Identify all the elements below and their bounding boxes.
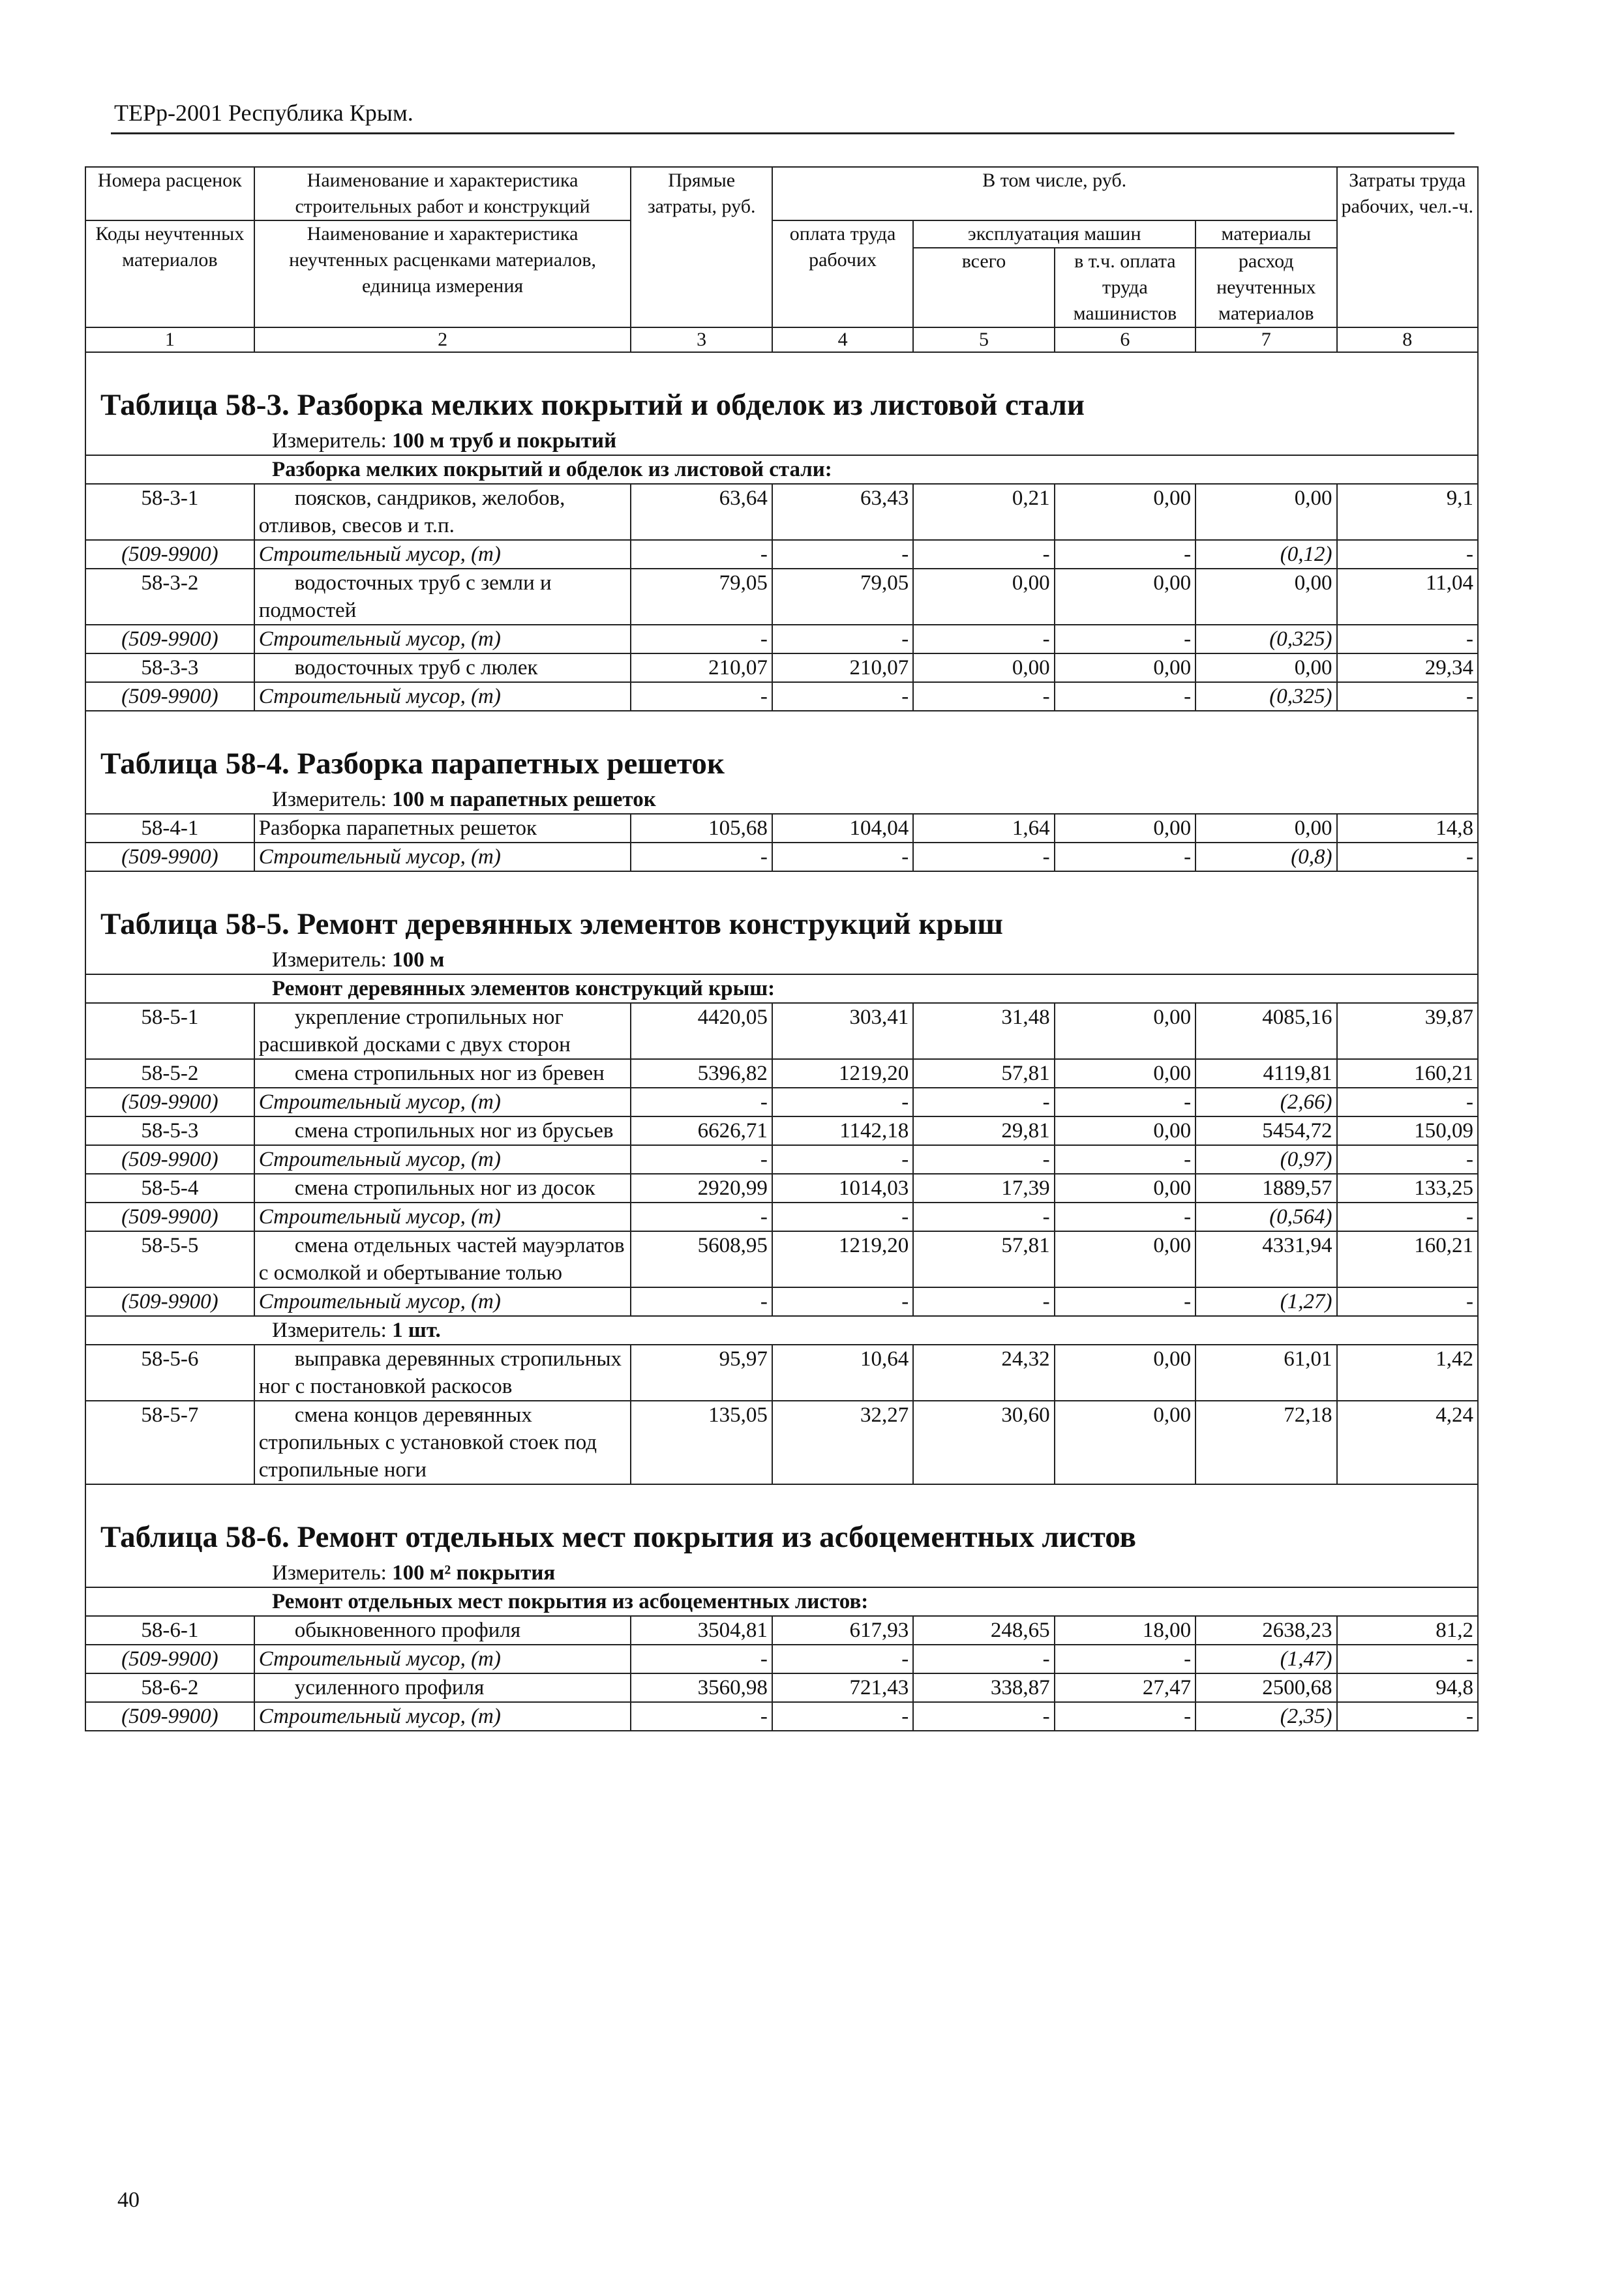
table-row [85,484,1478,540]
value-cell-c7: 2638,23 [1195,1616,1336,1645]
value-cell-c4: 303,41 [772,1003,913,1059]
header-machines: эксплуатация машин [913,220,1195,248]
header-col4: оплата труда рабочих [772,220,913,327]
unit-label: Измеритель: [272,429,387,453]
value-cell-c4: 10,64 [772,1345,913,1401]
dash-cell: - [772,540,913,569]
value-cell-c3: 95,97 [631,1345,772,1401]
value-cell-c4: 617,93 [772,1616,913,1645]
work-name: обыкновенного профиля [254,1616,631,1645]
material-code: (509-9900) [85,1203,254,1231]
section-title: Таблица 58-6. Ремонт отдельных мест покрытия из асбоцементных листов [85,1504,1478,1559]
material-qty: (0,12) [1195,540,1336,569]
value-cell-c7: 4085,16 [1195,1003,1336,1059]
dash-cell: - [631,540,772,569]
dash-cell: - [913,625,1054,653]
value-cell-c6: 0,00 [1055,1345,1195,1401]
dash-cell: - [631,843,772,871]
value-cell-c5: 24,32 [913,1345,1054,1401]
dash-cell: - [631,1287,772,1316]
value-cell-c5: 1,64 [913,814,1054,843]
rate-code: 58-3-2 [85,569,254,625]
material-code: (509-9900) [85,1145,254,1174]
value-cell-c5: 0,00 [913,653,1054,682]
value-cell-c7: 4331,94 [1195,1231,1336,1287]
material-qty: (2,66) [1195,1088,1336,1116]
dash-cell: - [1055,682,1195,711]
rate-code: 58-5-5 [85,1231,254,1287]
value-cell-c8: 94,8 [1337,1673,1478,1702]
dash-cell: - [1055,1203,1195,1231]
section-spacer [85,711,1478,731]
material-row [85,1702,1478,1731]
column-number: 6 [1055,327,1195,352]
document-title: ТЕРр-2001 Республика Крым. [114,100,414,126]
dash-cell: - [1055,1088,1195,1116]
unit-label: Измеритель: [272,788,387,811]
header-col1-top: Номера расценок [85,167,254,220]
material-name: Строительный мусор, (т) [254,1702,631,1731]
section-title: Таблица 58-3. Разборка мелких покрытий и обделок из листовой стали [85,372,1478,427]
header-col3: Прямые затраты, руб. [631,167,772,327]
dash-cell: - [1337,625,1478,653]
dash-cell: - [913,1645,1054,1673]
column-number: 4 [772,327,913,352]
rate-code: 58-5-6 [85,1345,254,1401]
material-name: Строительный мусор, (т) [254,1145,631,1174]
material-name: Строительный мусор, (т) [254,1088,631,1116]
material-row [85,1203,1478,1231]
value-cell-c6: 0,00 [1055,814,1195,843]
dash-cell: - [1337,1145,1478,1174]
value-cell-c8: 14,8 [1337,814,1478,843]
dash-cell: - [1055,1145,1195,1174]
material-code: (509-9900) [85,1702,254,1731]
value-cell-c3: 6626,71 [631,1116,772,1145]
material-qty: (0,8) [1195,843,1336,871]
value-cell-c7: 4119,81 [1195,1059,1336,1088]
column-number: 5 [913,327,1054,352]
value-cell-c5: 0,21 [913,484,1054,540]
header-col5: всего [913,248,1054,327]
material-code: (509-9900) [85,625,254,653]
dash-cell: - [913,1287,1054,1316]
header-col1-bottom: Коды неучтенных материалов [85,220,254,327]
value-cell-c6: 0,00 [1055,569,1195,625]
unit-value: 1 шт. [392,1319,441,1342]
value-cell-c6: 27,47 [1055,1673,1195,1702]
unit-line [85,1316,1478,1345]
table-row [85,1174,1478,1203]
dash-cell: - [631,625,772,653]
dash-cell: - [772,1088,913,1116]
header-col2-bottom: Наименование и характеристика неучтенных расценками материалов, единица измерения [254,220,631,327]
value-cell-c4: 210,07 [772,653,913,682]
work-name: укрепление стропильных ног расшивкой досками с двух сторон [254,1003,631,1059]
dash-cell: - [1337,843,1478,871]
value-cell-c5: 17,39 [913,1174,1054,1203]
section-spacer [85,352,1478,372]
material-row [85,1645,1478,1673]
value-cell-c5: 30,60 [913,1401,1054,1484]
dash-cell: - [913,843,1054,871]
dash-cell: - [772,1203,913,1231]
group-heading: Ремонт отдельных мест покрытия из асбоцементных листов: [85,1587,1478,1616]
value-cell-c8: 150,09 [1337,1116,1478,1145]
value-cell-c7: 61,01 [1195,1345,1336,1401]
dash-cell: - [772,1645,913,1673]
value-cell-c4: 104,04 [772,814,913,843]
value-cell-c3: 79,05 [631,569,772,625]
material-qty: (0,325) [1195,625,1336,653]
value-cell-c7: 72,18 [1195,1401,1336,1484]
dash-cell: - [772,1145,913,1174]
material-code: (509-9900) [85,1088,254,1116]
rate-code: 58-5-3 [85,1116,254,1145]
work-name: Разборка парапетных решеток [254,814,631,843]
material-code: (509-9900) [85,1645,254,1673]
table-row [85,1673,1478,1702]
value-cell-c7: 0,00 [1195,484,1336,540]
dash-cell: - [1055,540,1195,569]
value-cell-c6: 0,00 [1055,1174,1195,1203]
dash-cell: - [631,1203,772,1231]
header-materials: материалы [1195,220,1336,248]
value-cell-c8: 160,21 [1337,1059,1478,1088]
value-cell-c4: 32,27 [772,1401,913,1484]
value-cell-c7: 1889,57 [1195,1174,1336,1203]
unit-line [85,427,1478,455]
value-cell-c8: 1,42 [1337,1345,1478,1401]
value-cell-c5: 338,87 [913,1673,1054,1702]
table-row [85,1116,1478,1145]
unit-line [85,1559,1478,1587]
dash-cell: - [1337,540,1478,569]
dash-cell: - [772,1287,913,1316]
dash-cell: - [1055,1287,1195,1316]
value-cell-c4: 1219,20 [772,1231,913,1287]
section-spacer [85,871,1478,891]
value-cell-c7: 0,00 [1195,814,1336,843]
material-name: Строительный мусор, (т) [254,1203,631,1231]
material-row [85,1287,1478,1316]
value-cell-c8: 160,21 [1337,1231,1478,1287]
dash-cell: - [1055,843,1195,871]
value-cell-c8: 9,1 [1337,484,1478,540]
value-cell-c6: 0,00 [1055,1003,1195,1059]
material-qty: (0,564) [1195,1203,1336,1231]
rates-table [85,166,1479,1731]
work-name: смена стропильных ног из досок [254,1174,631,1203]
rate-code: 58-5-2 [85,1059,254,1088]
dash-cell: - [1337,1702,1478,1731]
material-name: Строительный мусор, (т) [254,1645,631,1673]
value-cell-c4: 721,43 [772,1673,913,1702]
header-col6: в т.ч. оплата труда машинистов [1055,248,1195,327]
value-cell-c3: 105,68 [631,814,772,843]
value-cell-c5: 29,81 [913,1116,1054,1145]
unit-label: Измеритель: [272,1561,387,1585]
section-title: Таблица 58-5. Ремонт деревянных элементов конструкций крыш [85,891,1478,946]
material-row [85,682,1478,711]
dash-cell: - [1055,1702,1195,1731]
value-cell-c4: 63,43 [772,484,913,540]
work-name: смена концов деревянных стропильных с установкой стоек под стропильные ноги [254,1401,631,1484]
dash-cell: - [772,625,913,653]
value-cell-c6: 0,00 [1055,653,1195,682]
unit-value: 100 м парапетных решеток [392,788,656,811]
table-row [85,1231,1478,1287]
material-code: (509-9900) [85,1287,254,1316]
dash-cell: - [913,682,1054,711]
work-name: смена стропильных ног из бревен [254,1059,631,1088]
value-cell-c3: 210,07 [631,653,772,682]
value-cell-c5: 57,81 [913,1231,1054,1287]
material-name: Строительный мусор, (т) [254,540,631,569]
rate-code: 58-6-2 [85,1673,254,1702]
dash-cell: - [913,1203,1054,1231]
value-cell-c3: 4420,05 [631,1003,772,1059]
group-heading: Ремонт деревянных элементов конструкций крыш: [85,974,1478,1003]
value-cell-c8: 11,04 [1337,569,1478,625]
material-code: (509-9900) [85,540,254,569]
header-col2-top: Наименование и характеристика строительных работ и конструкций [254,167,631,220]
value-cell-c6: 0,00 [1055,484,1195,540]
dash-cell: - [913,1145,1054,1174]
value-cell-c7: 0,00 [1195,653,1336,682]
group-heading: Разборка мелких покрытий и обделок из листовой стали: [85,455,1478,484]
table-row [85,1616,1478,1645]
dash-cell: - [1337,1088,1478,1116]
rate-code: 58-3-1 [85,484,254,540]
dash-cell: - [1337,1203,1478,1231]
value-cell-c8: 39,87 [1337,1003,1478,1059]
value-cell-c6: 18,00 [1055,1616,1195,1645]
dash-cell: - [772,682,913,711]
unit-line [85,786,1478,814]
dash-cell: - [1337,1645,1478,1673]
unit-label: Измеритель: [272,948,387,972]
dash-cell: - [631,1702,772,1731]
column-number: 1 [85,327,254,352]
unit-value: 100 м² покрытия [392,1561,556,1585]
work-name: смена отдельных частей мауэрлатов с осмолкой и обертывание толью [254,1231,631,1287]
unit-value: 100 м труб и покрытий [392,429,617,453]
material-code: (509-9900) [85,682,254,711]
value-cell-c4: 1014,03 [772,1174,913,1203]
column-number: 2 [254,327,631,352]
value-cell-c7: 2500,68 [1195,1673,1336,1702]
rate-code: 58-3-3 [85,653,254,682]
material-name: Строительный мусор, (т) [254,1287,631,1316]
value-cell-c4: 1219,20 [772,1059,913,1088]
material-row [85,625,1478,653]
dash-cell: - [631,1088,772,1116]
value-cell-c3: 2920,99 [631,1174,772,1203]
value-cell-c8: 29,34 [1337,653,1478,682]
dash-cell: - [631,1645,772,1673]
material-row [85,1088,1478,1116]
table-row [85,1401,1478,1484]
unit-value: 100 м [392,948,445,972]
value-cell-c6: 0,00 [1055,1231,1195,1287]
table-row [85,569,1478,625]
column-number: 8 [1337,327,1478,352]
dash-cell: - [772,1702,913,1731]
material-code: (509-9900) [85,843,254,871]
work-name: усиленного профиля [254,1673,631,1702]
dash-cell: - [631,682,772,711]
dash-cell: - [772,843,913,871]
work-name: водосточных труб с люлек [254,653,631,682]
dash-cell: - [913,540,1054,569]
work-name: смена стропильных ног из брусьев [254,1116,631,1145]
table-row [85,1345,1478,1401]
value-cell-c4: 1142,18 [772,1116,913,1145]
work-name: поясков, сандриков, желобов, отливов, свесов и т.п. [254,484,631,540]
header-incl: В том числе, руб. [772,167,1337,220]
page-number: 40 [117,2188,140,2212]
column-number: 3 [631,327,772,352]
material-qty: (0,97) [1195,1145,1336,1174]
value-cell-c8: 133,25 [1337,1174,1478,1203]
value-cell-c3: 5608,95 [631,1231,772,1287]
rate-code: 58-4-1 [85,814,254,843]
unit-line [85,946,1478,974]
section-spacer [85,1484,1478,1504]
work-name: выправка деревянных стропильных ног с постановкой раскосов [254,1345,631,1401]
value-cell-c5: 0,00 [913,569,1054,625]
section-title: Таблица 58-4. Разборка парапетных решеток [85,731,1478,786]
material-row [85,843,1478,871]
material-qty: (1,47) [1195,1645,1336,1673]
rate-code: 58-5-4 [85,1174,254,1203]
dash-cell: - [631,1145,772,1174]
table-row [85,653,1478,682]
work-name: водосточных труб с земли и подмостей [254,569,631,625]
table-row [85,1003,1478,1059]
value-cell-c3: 3560,98 [631,1673,772,1702]
material-name: Строительный мусор, (т) [254,682,631,711]
dash-cell: - [913,1088,1054,1116]
material-name: Строительный мусор, (т) [254,843,631,871]
header-rule [111,132,1454,134]
dash-cell: - [1337,1287,1478,1316]
value-cell-c3: 3504,81 [631,1616,772,1645]
material-row [85,1145,1478,1174]
value-cell-c6: 0,00 [1055,1116,1195,1145]
value-cell-c3: 63,64 [631,484,772,540]
dash-cell: - [913,1702,1054,1731]
dash-cell: - [1055,1645,1195,1673]
rate-code: 58-5-1 [85,1003,254,1059]
dash-cell: - [1055,625,1195,653]
header-col7: расход неучтенных материалов [1195,248,1336,327]
material-qty: (2,35) [1195,1702,1336,1731]
value-cell-c6: 0,00 [1055,1059,1195,1088]
value-cell-c3: 135,05 [631,1401,772,1484]
material-qty: (1,27) [1195,1287,1336,1316]
value-cell-c6: 0,00 [1055,1401,1195,1484]
table-row [85,1059,1478,1088]
value-cell-c5: 248,65 [913,1616,1054,1645]
value-cell-c8: 81,2 [1337,1616,1478,1645]
value-cell-c8: 4,24 [1337,1401,1478,1484]
unit-label: Измеритель: [272,1319,387,1342]
value-cell-c7: 5454,72 [1195,1116,1336,1145]
dash-cell: - [1337,682,1478,711]
material-name: Строительный мусор, (т) [254,625,631,653]
rate-code: 58-6-1 [85,1616,254,1645]
table-row [85,814,1478,843]
value-cell-c3: 5396,82 [631,1059,772,1088]
column-number: 7 [1195,327,1336,352]
material-row [85,540,1478,569]
material-qty: (0,325) [1195,682,1336,711]
rate-code: 58-5-7 [85,1401,254,1484]
value-cell-c7: 0,00 [1195,569,1336,625]
value-cell-c4: 79,05 [772,569,913,625]
value-cell-c5: 57,81 [913,1059,1054,1088]
value-cell-c5: 31,48 [913,1003,1054,1059]
header-col8: Затраты труда рабочих, чел.-ч. [1337,167,1478,327]
